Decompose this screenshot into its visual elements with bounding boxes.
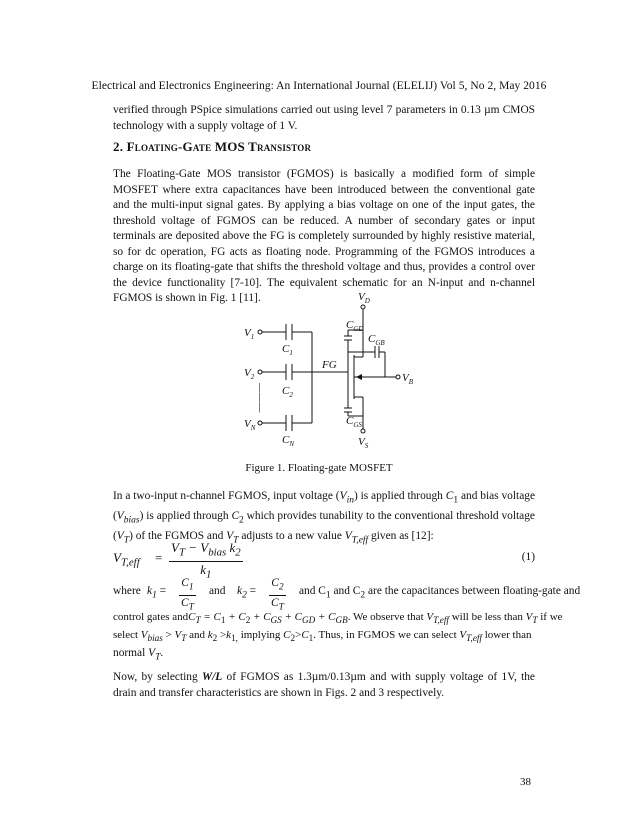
svg-text:|: | [258, 381, 262, 393]
section-title-text: Floating-Gate MOS Transistor [126, 139, 312, 154]
fgmos-schematic [230, 290, 430, 450]
section-heading [113, 139, 311, 155]
paragraph-wl-selection: Now, by selecting W/L of FGMOS as 1.3µm/0.13µm and with supply voltage of 1V, the drain and transfer characteristics are shown in Figs. 2 and 3 respectively. [113, 671, 535, 699]
svg-text:VD: $V_D$ [358, 291, 370, 305]
svg-text:V1: $V_1$ [244, 327, 255, 341]
running-header: Electrical and Electronics Engineering: An International Journal (ELELIJ) Vol 5, No 2, May 2016 [91, 80, 547, 92]
paragraph-two-input: In a two-input n-channel FGMOS, input voltage $(V_{in})$ is applied through $C_1$ and bias voltage $(V_{bias})$ is applied through $C_2$ which provides tunability to the conventional threshold voltage $(V_T)$ of the FGMOS and $V_T$ adjusts to a new value $V_{T,eff}$ given as [12]: [113, 490, 536, 545]
svg-text:|: | [258, 401, 262, 413]
svg-text:CN: $C_N$ [282, 434, 295, 448]
equation-1: $V_{T,eff}$ = $V_T - V_{bias}$ $k_2$ $k_1$ (1) [113, 540, 535, 581]
svg-text:CGS: $C_{GS}$ [346, 415, 362, 429]
svg-text:CGB: $C_{GB}$ [368, 333, 385, 347]
svg-text:FG: FG [322, 359, 337, 371]
normal-vt-line: normal $V_T$. [113, 647, 164, 663]
svg-text:|: | [258, 391, 262, 403]
svg-text:C2: $C_2$ [282, 385, 293, 399]
section-number: 2. [113, 139, 124, 154]
select-line: select $V_{bias} > V_T$ and $k_2 >k_{1,}$ implying $C_2>C_1$. Thus, in FGMOS we can select $V_{T,eff}$ lower than [113, 629, 532, 644]
equation-number: (1) [521, 551, 535, 563]
paragraph-fgmos-description: The Floating-Gate MOS transistor (FGMOS) is basically a modified form of simple MOSFET where extra capacitances have been introduced between the conventional gate and the multi-input signal gates. By applying a bias voltage on one of the input gates, the threshold voltage of FGMOS can be reduced. A number of secondary gates or input terminals are deposited above the FG is completely surrounded by highly resistive material, so for dc operation, FG acts as floating node. Programming of the FGMOS introduces a charge on its floating-gate that shifts the threshold voltage and thus, provides a control over the device functionality [7-10]. The equivalent schematic for an N-input and n-channel FGMOS is shown in Fig. 1 [11]. [113, 168, 535, 304]
intro-paragraph: verified through PSpice simulations carried out using level 7 parameters in 0.13 µm CMOS technology with a supply voltage of 1 V. [113, 104, 535, 132]
svg-text:CGD: $C_{GD}$ [346, 319, 364, 333]
svg-text:VB: $V_B$ [402, 372, 414, 386]
svg-text:VS: $V_S$ [358, 436, 369, 450]
svg-text:V2: $V_2$ [244, 367, 255, 381]
control-gates-line: control gates andC$_T$ = $C_1 + C_2 + C_{GS} + C_{GD} + C_{GB}$. We observe that $V_{T,eff}$ will be less than $V_T$ if we [113, 611, 563, 626]
page-number: 38 [520, 776, 531, 788]
where-line: where $k_1$ = $\frac{C_1}{C_T}$ and $k_2$ = $\frac{C_2}{C_T}$ and $C_1$ and $C_2$ are the capacitances between floating-gate and [113, 577, 581, 613]
figure-caption: Figure 1. Floating-gate MOSFET [245, 462, 393, 474]
svg-text:VN: $V_N$ [244, 418, 256, 432]
svg-text:C1: $C_1$ [282, 343, 293, 357]
